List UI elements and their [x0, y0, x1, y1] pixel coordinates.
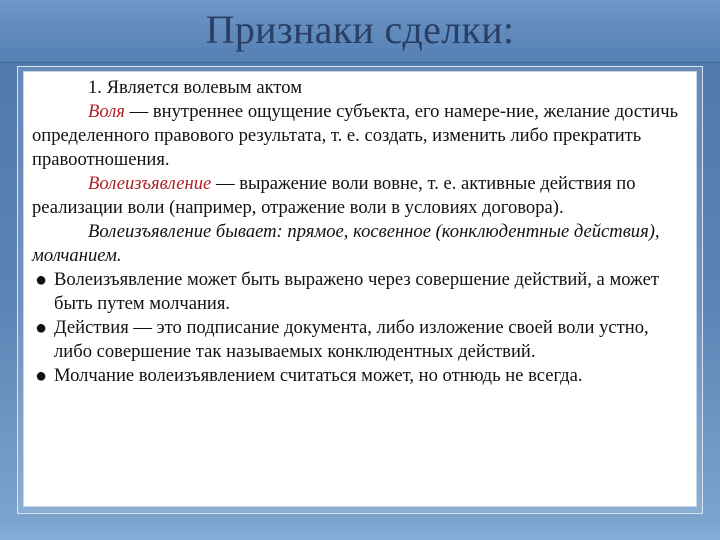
- bottom-decoration: [0, 520, 720, 540]
- bullet-icon: ●: [35, 365, 48, 387]
- bullet-item: [32, 316, 690, 364]
- bullet-icon: ●: [35, 317, 48, 339]
- bullet-text: Молчание волеизъявлением считаться может, но отнюдь не всегда.: [54, 365, 583, 386]
- voleiz-paragraph: [32, 172, 690, 220]
- volya-definition: — внутреннее ощущение субъекта, его намере-ние, желание достичь определенного правового результата, т. е. создать, изменить либо прекратить правоотношения.: [32, 101, 679, 170]
- voleiz-types-note: Волеизъявление бывает: прямое, косвенное (конклюдентные действия), молчанием.: [32, 221, 660, 266]
- bullet-text: Волеизъявление может быть выражено через совершение действий, а может быть путем молчания.: [54, 269, 660, 314]
- voleiz-definition: — выражение воли вовне, т. е. активные действия по реализации воли (например, отражение воли в условиях договора).: [32, 173, 636, 218]
- content-text: [32, 76, 690, 388]
- bullet-text: Действия — это подписание документа, либо изложение своей воли устно, либо совершение так называемых конклюдентных действий.: [54, 317, 649, 362]
- section-heading: 1. Является волевым актом: [88, 77, 302, 98]
- bullet-icon: ●: [35, 269, 48, 291]
- volya-term: Воля: [88, 101, 125, 122]
- voleiz-term: Волеизъявление: [88, 173, 212, 194]
- content-panel: [24, 72, 696, 506]
- title-bar: [0, 0, 720, 63]
- bullet-item: [32, 364, 690, 388]
- slide-title: Признаки сделки:: [205, 7, 515, 52]
- volya-paragraph: [32, 100, 690, 172]
- bullet-item: [32, 268, 690, 316]
